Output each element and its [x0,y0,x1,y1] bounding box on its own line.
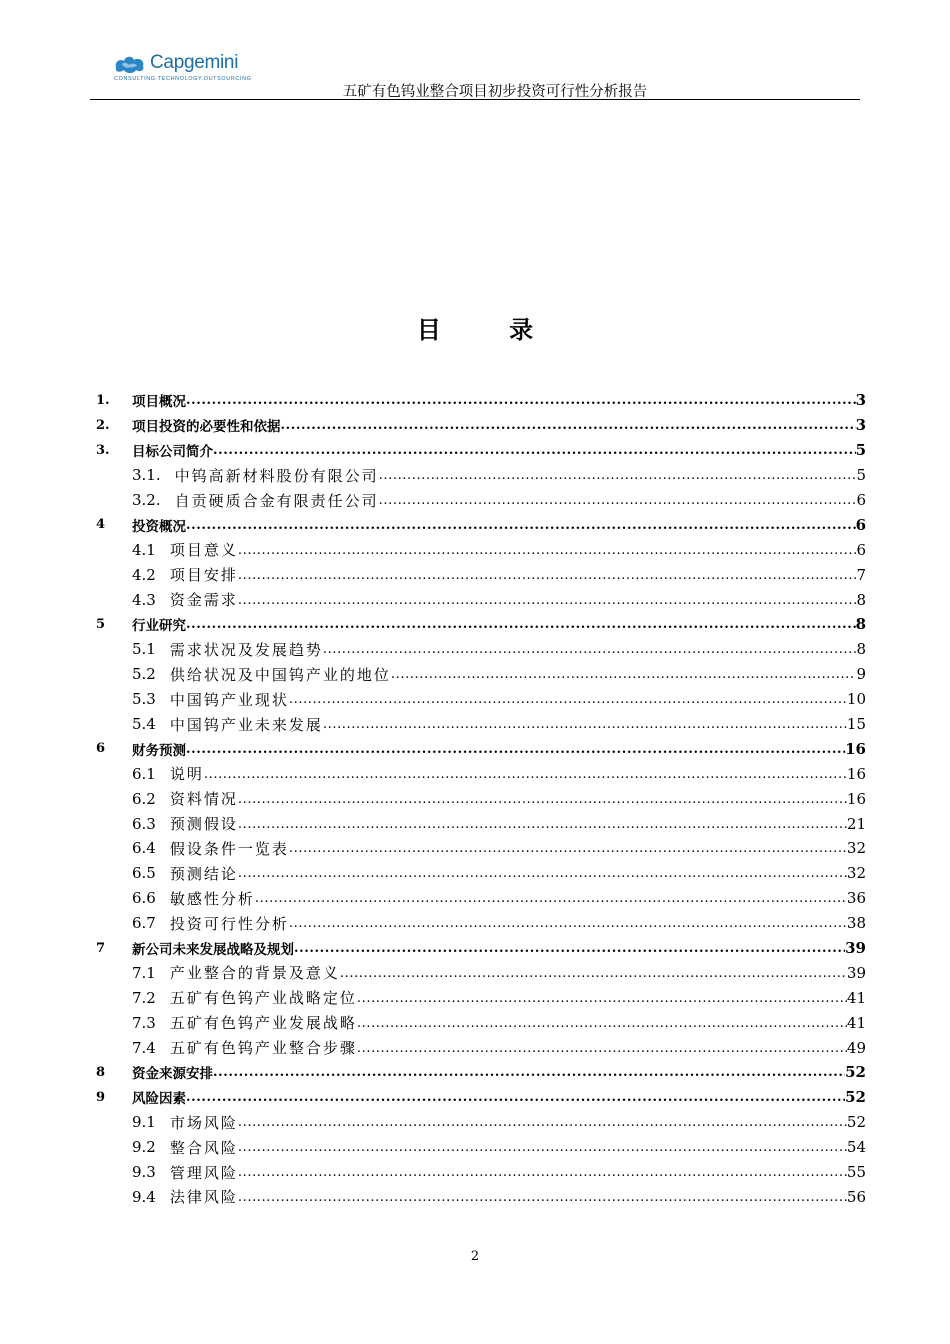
toc-entry[interactable] [96,537,866,562]
toc-entry-page: 41 [846,988,866,1007]
toc-entry[interactable] [96,1010,866,1035]
toc-entry-page: 21 [846,814,866,833]
toc-entry-number: 6 [96,741,106,757]
toc-entry-page: 8 [856,640,866,659]
toc-entry-title: 投资可行性分析 [169,914,289,933]
toc-dot-leader [289,692,847,708]
toc-entry-page: 56 [846,1187,866,1206]
logo-tagline: CONSULTING.TECHNOLOGY.OUTSOURCING [114,76,252,82]
toc-entry-number: 5.1 [132,640,156,659]
toc-entry[interactable] [96,562,866,587]
toc-entry-number: 8 [96,1064,106,1080]
toc-entry-title: 自贡硬质合金有限责任公司 [174,491,379,510]
toc-entry[interactable] [96,612,866,637]
toc-entry-number: 3. [96,442,110,458]
toc-entry-number: 6.7 [132,914,156,933]
toc-entry-number: 7.4 [132,1038,156,1057]
toc-entry[interactable] [96,512,866,537]
header-divider [90,99,860,100]
toc-entry-title: 资料情况 [169,790,238,809]
header-document-title: 五矿有色钨业整合项目初步投资可行性分析报告 [342,84,648,100]
toc-entry[interactable] [96,388,866,413]
toc-entry-title: 项目概况 [132,394,186,411]
toc-entry-number: 2. [96,417,110,433]
toc-dot-leader [238,1165,847,1181]
toc-entry-number: 4.3 [132,590,156,609]
toc-dot-leader [238,568,857,584]
toc-dot-leader [238,593,857,609]
toc-entry-number: 4 [96,517,106,533]
toc-dot-leader [213,443,856,459]
toc-dot-leader [186,393,856,409]
toc-entry[interactable] [96,637,866,662]
toc-entry-number: 9.3 [132,1163,156,1182]
toc-entry[interactable] [96,761,866,786]
toc-entry-page: 5 [856,466,866,485]
toc-entry-page: 38 [846,914,866,933]
toc-entry[interactable] [96,687,866,712]
toc-entry-title: 整合风险 [169,1138,238,1157]
toc-entry-title: 资金需求 [169,591,238,610]
toc-dot-leader [238,1115,847,1131]
toc-entry[interactable] [96,811,866,836]
toc-entry-number: 5.4 [132,715,156,734]
toc-dot-leader [238,1140,847,1156]
toc-entry-title: 预测结论 [169,864,238,883]
toc-entry-number: 7 [96,940,106,956]
toc-dot-leader [186,617,856,633]
page-number: 2 [470,1249,480,1264]
toc-dot-leader [323,717,847,733]
toc-entry-title: 预测假设 [169,815,238,834]
toc-entry-page: 6 [855,515,866,534]
toc-title: 目 录 [416,315,564,344]
toc-entry-page: 39 [846,963,866,982]
toc-entry-page: 10 [846,690,866,709]
toc-entry-title: 新公司未来发展战略及规划 [132,942,294,959]
toc-entry-title: 说明 [169,765,204,784]
toc-dot-leader [186,742,845,758]
toc-entry-number: 9.2 [132,1138,156,1157]
toc-entry[interactable] [96,1185,866,1210]
toc-entry-number: 5.3 [132,690,156,709]
toc-entry-title: 五矿有色钨产业战略定位 [169,989,357,1008]
toc-dot-leader [186,1090,845,1106]
toc-entry-number: 9 [96,1089,106,1105]
toc-dot-leader [238,817,847,833]
toc-entry[interactable] [96,886,866,911]
toc-entry-page: 52 [845,1088,866,1107]
toc-entry[interactable] [96,736,866,761]
toc-entry-number: 9.1 [132,1113,156,1132]
toc-entry[interactable] [96,1110,866,1135]
toc-entry[interactable] [96,936,866,961]
toc-dot-leader [391,667,857,683]
toc-entry-page: 6 [856,491,866,509]
logo-wordmark: Capgemini [150,52,239,73]
toc-entry-number: 6.1 [132,764,156,783]
toc-entry-title: 管理风险 [169,1163,238,1182]
toc-dot-leader [340,966,847,982]
toc-entry[interactable] [96,1160,866,1185]
toc-entry-title: 中钨高新材料股份有限公司 [174,466,379,485]
toc-entry-page: 16 [846,789,866,808]
toc-entry-title: 市场风险 [169,1113,238,1132]
toc-entry-title: 行业研究 [132,618,186,635]
toc-entry-page: 15 [846,715,866,734]
toc-entry-number: 6.3 [132,814,156,833]
toc-entry-page: 8 [856,590,866,609]
toc-entry-number: 4.1 [132,540,156,559]
toc-entry-title: 法律风险 [169,1188,238,1207]
toc-dot-leader [289,916,847,932]
toc-entry-number: 6.4 [132,839,156,858]
toc-entry-number: 7.1 [132,963,156,982]
toc-entry-page: 8 [855,615,866,634]
toc-entry-page: 16 [846,764,866,783]
toc-entry-title: 财务预测 [132,742,186,759]
toc-dot-leader [238,866,847,882]
toc-entry-number: 5.2 [132,665,156,684]
toc-dot-leader [357,1041,847,1057]
toc-entry-number: 4.2 [132,565,156,584]
toc-entry-title: 风险因素 [132,1091,186,1108]
toc-entry-page: 41 [846,1013,866,1032]
toc-entry-number: 5 [96,616,106,632]
toc-dot-leader [281,418,856,434]
toc-entry-page: 55 [846,1163,866,1182]
toc-entry-page: 49 [846,1038,866,1057]
toc-entry-page: 7 [856,565,866,584]
toc-entry-page: 3 [855,391,866,410]
toc-dot-leader [238,543,857,559]
toc-entry[interactable] [96,662,866,687]
toc-dot-leader [323,642,857,658]
toc-entry-number: 1. [96,392,110,408]
toc-entry-number: 9.4 [132,1187,156,1206]
toc-dot-leader [238,792,847,808]
toc-entry-number: 3.2. [132,491,161,509]
toc-entry[interactable] [96,1060,866,1085]
toc-entry-page: 9 [856,665,866,684]
toc-entry[interactable] [96,911,866,936]
toc-entry[interactable] [96,1135,866,1160]
toc-entry-number: 3.1. [132,466,161,485]
toc-entry-page: 52 [845,1063,866,1082]
toc-entry[interactable] [96,960,866,985]
toc-entry[interactable] [96,786,866,811]
toc-entry-title: 中国钨产业现状 [169,690,289,709]
toc-entry-title: 投资概况 [132,518,186,535]
toc-entry-number: 6.2 [132,789,156,808]
toc-dot-leader [213,1065,845,1081]
toc-entry[interactable] [96,413,866,438]
toc-entry-title: 产业整合的背景及意义 [169,964,340,983]
toc-dot-leader [204,767,847,783]
toc-entry-number: 7.2 [132,988,156,1007]
toc-entry[interactable] [96,1035,866,1060]
toc-entry-title: 中国钨产业未来发展 [169,715,323,734]
toc-entry-title: 项目投资的必要性和依据 [132,419,281,436]
toc-entry-page: 52 [846,1113,866,1132]
toc-entry-page: 54 [846,1138,866,1157]
toc-entry-title: 敏感性分析 [169,889,255,908]
toc-entry-title: 需求状况及发展趋势 [169,640,323,659]
toc-entry-title: 假设条件一览表 [169,839,289,858]
toc-entry[interactable] [96,587,866,612]
toc-entry-page: 32 [846,839,866,858]
toc-entry-page: 6 [856,540,866,559]
toc-entry[interactable] [96,861,866,886]
toc-entry-page: 32 [846,864,866,883]
toc-entry[interactable] [96,1085,866,1110]
toc-entry-number: 7.3 [132,1013,156,1032]
toc-entry-title: 资金来源安排 [132,1066,213,1083]
table-of-contents [96,388,866,1209]
toc-dot-leader [379,468,857,484]
toc-entry-number: 6.5 [132,864,156,883]
toc-entry-page: 39 [845,939,866,958]
toc-dot-leader [294,941,845,957]
toc-entry-title: 五矿有色钨产业发展战略 [169,1014,357,1033]
toc-dot-leader [289,841,847,857]
toc-entry-title: 目标公司简介 [132,444,213,461]
toc-dot-leader [186,518,856,534]
toc-entry-title: 供给状况及中国钨产业的地位 [169,665,391,684]
toc-entry-title: 项目意义 [169,541,238,560]
toc-entry[interactable] [96,712,866,737]
toc-entry-page: 3 [855,416,866,435]
toc-dot-leader [379,493,857,509]
toc-entry[interactable] [96,488,866,513]
toc-entry[interactable] [96,985,866,1010]
toc-dot-leader [255,891,847,907]
toc-dot-leader [357,1016,847,1032]
capgemini-spade-icon [112,54,148,76]
toc-entry[interactable] [96,438,866,463]
toc-entry[interactable] [96,836,866,861]
toc-dot-leader [357,991,847,1007]
toc-dot-leader [238,1190,847,1206]
toc-entry-title: 项目安排 [169,566,238,585]
toc-entry-page: 16 [845,739,866,758]
toc-entry-number: 6.6 [132,889,156,908]
toc-entry-title: 五矿有色钨产业整合步骤 [169,1039,357,1058]
toc-entry-page: 36 [846,889,866,908]
toc-entry-page: 5 [855,441,866,460]
toc-entry[interactable] [96,463,866,488]
